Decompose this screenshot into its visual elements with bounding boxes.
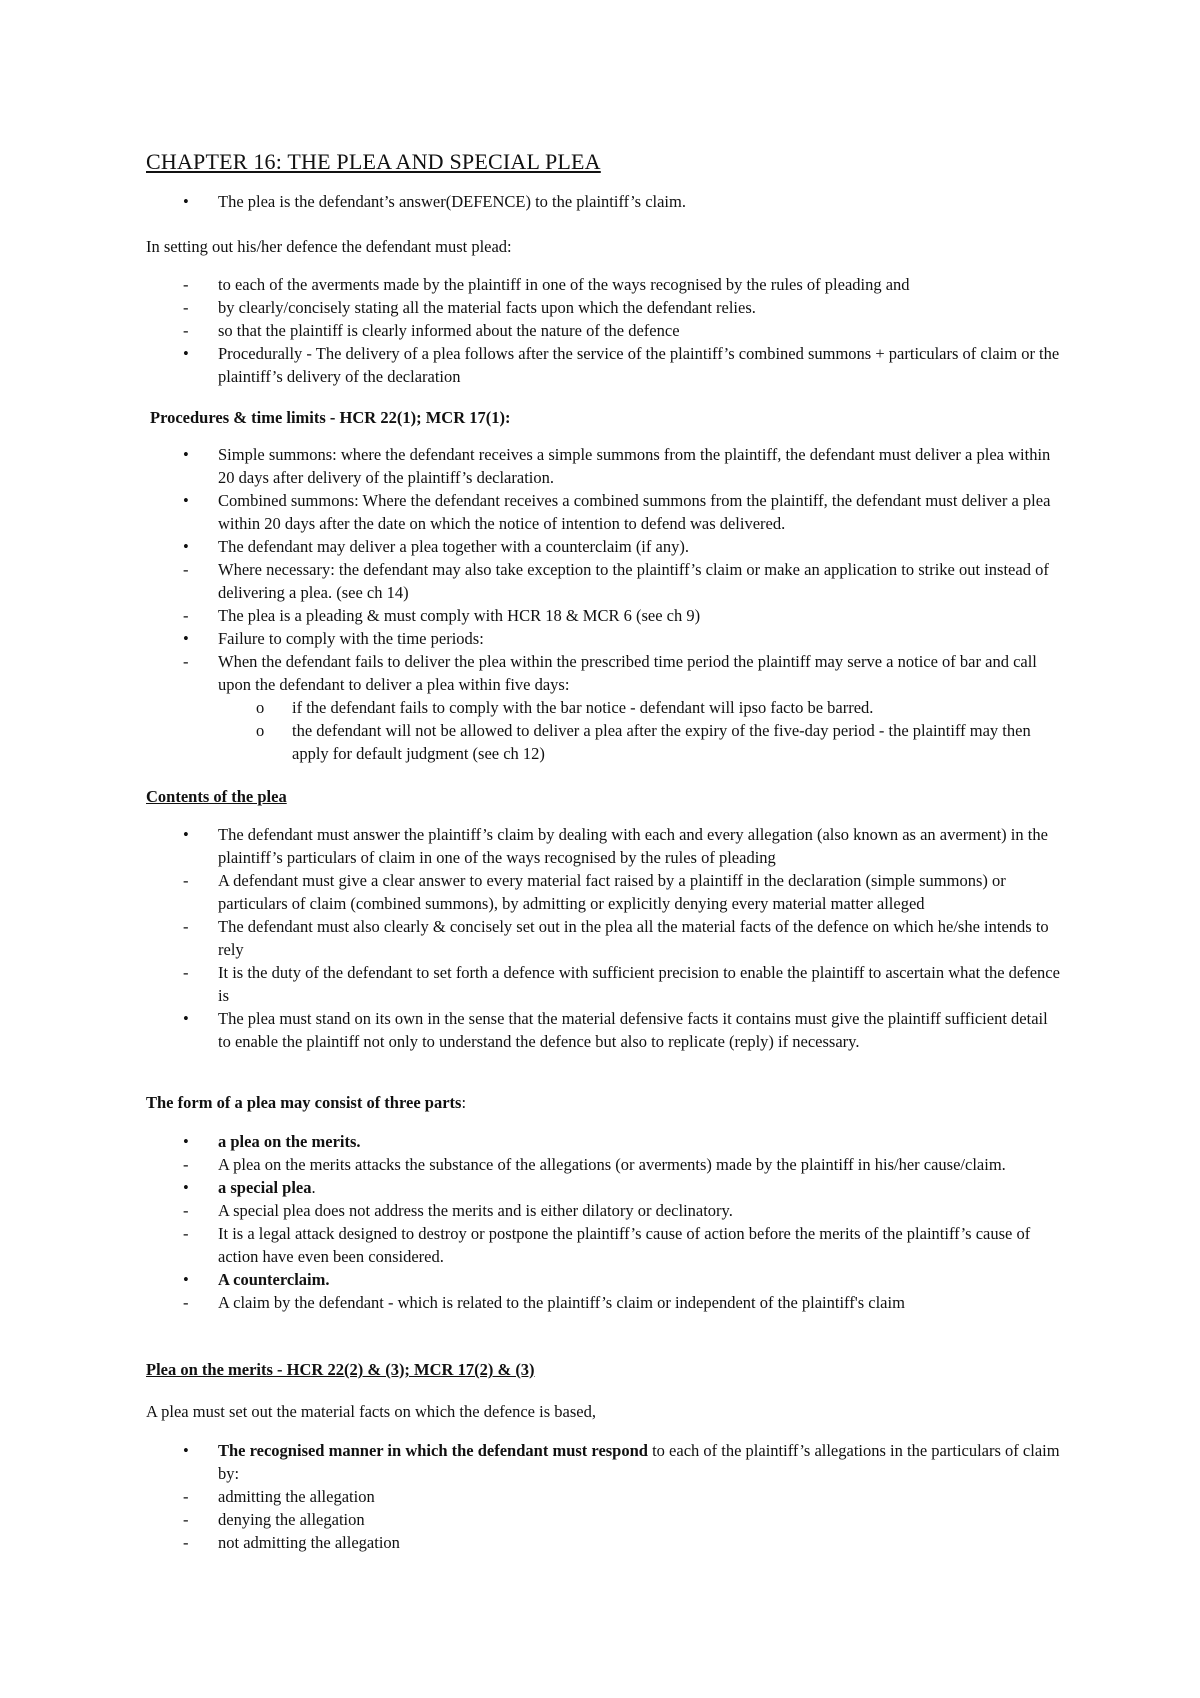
dash-marker: -: [183, 298, 189, 317]
list-item-text: the defendant will not be allowed to deliver a plea after the expiry of the five-day period - the plaintiff may then apply for default judgment (see ch 12): [292, 721, 1031, 763]
list-item-text: .: [311, 1178, 316, 1197]
merits-heading: Plea on the merits - HCR 22(2) & (3); MCR 17(2) & (3): [146, 1360, 535, 1379]
list-item-text: by clearly/concisely stating all the material facts upon which the defendant relies.: [218, 298, 756, 317]
list-item-text: Where necessary: the defendant may also take exception to the plaintiff’s claim or make an application to strike out instead of delivering a plea. (see ch 14): [218, 560, 1049, 602]
list-item: [0, 1508, 1063, 1531]
dash-marker: -: [183, 1201, 189, 1220]
list-item: [0, 1439, 1063, 1485]
list-item-text: The defendant must answer the plaintiff’s claim by dealing with each and every allegation (also known as an averment) in the plaintiff’s particulars of claim in one of the ways recognised by the rules of pleading: [218, 825, 1048, 867]
procedures-heading: Procedures & time limits - HCR 22(1); MCR 17(1):: [150, 408, 511, 427]
list-item: [0, 342, 1063, 388]
form-heading: The form of a plea may consist of three parts: [146, 1093, 462, 1112]
list-item: [0, 1485, 1063, 1508]
circle-marker: o: [256, 698, 265, 717]
list-item: [0, 1291, 1063, 1314]
list-item-text: Procedurally - The delivery of a plea follows after the service of the plaintiff’s combined summons + particulars of claim or the plaintiff’s delivery of the declaration: [218, 344, 1060, 386]
dash-marker: -: [183, 871, 189, 890]
list-item: [0, 190, 1063, 213]
list-item-text: The plea is a pleading & must comply with HCR 18 & MCR 6 (see ch 9): [218, 606, 701, 625]
list-item-text: not admitting the allegation: [218, 1533, 400, 1552]
dash-marker: -: [183, 917, 189, 936]
list-item-text: A special plea does not address the merits and is either dilatory or declinatory.: [218, 1201, 733, 1220]
merits-list: [0, 1439, 1200, 1554]
list-item: [0, 1222, 1063, 1268]
bullet-marker: •: [183, 344, 189, 363]
list-item-text: A plea on the merits attacks the substance of the allegations (or averments) made by the plaintiff in his/her cause/claim.: [218, 1155, 1006, 1174]
list-item: [0, 650, 1063, 696]
form-heading-suffix: :: [461, 1093, 467, 1112]
list-item: [0, 604, 1063, 627]
list-item-bold-text: A counterclaim.: [218, 1270, 330, 1289]
contents-list: [0, 823, 1200, 1053]
chapter-title: CHAPTER 16: THE PLEA AND SPECIAL PLEA: [146, 149, 601, 174]
bullet-marker: •: [183, 1132, 189, 1151]
list-item-bold-text: a plea on the merits.: [218, 1132, 361, 1151]
list-item: [0, 558, 1063, 604]
list-item-text: When the defendant fails to deliver the plea within the prescribed time period the plaintiff may serve a notice of bar and call upon the defendant to deliver a plea within five days:: [218, 652, 1037, 694]
list-item: [0, 1199, 1063, 1222]
list-item-text: Combined summons: Where the defendant receives a combined summons from the plaintiff, the defendant must deliver a plea within 20 days after the date on which the notice of intention to defend was delivered.: [218, 491, 1051, 533]
list-item-bold-text: a special plea: [218, 1178, 312, 1197]
dash-marker: -: [183, 1533, 189, 1552]
dash-marker: -: [183, 963, 189, 982]
dash-marker: -: [183, 1155, 189, 1174]
list-item: [0, 319, 1063, 342]
bullet-marker: •: [183, 445, 189, 464]
list-item: [0, 961, 1063, 1007]
list-item: [0, 627, 1063, 650]
bullet-marker: •: [183, 192, 189, 211]
list-item: [0, 1176, 1063, 1199]
merits-paragraph: A plea must set out the material facts on which the defence is based,: [146, 1402, 596, 1421]
circle-marker: o: [256, 721, 265, 740]
list-item: [0, 535, 1063, 558]
list-item: [0, 915, 1063, 961]
bullet-marker: •: [183, 1441, 189, 1460]
list-item: [0, 1531, 1063, 1554]
list-item-text: if the defendant fails to comply with the bar notice - defendant will ipso facto be barred.: [292, 698, 874, 717]
procedures-list: [0, 443, 1200, 765]
form-list: [0, 1130, 1200, 1314]
dash-marker: -: [183, 1293, 189, 1312]
plead-list: [0, 273, 1200, 388]
intro-list: [0, 190, 1200, 213]
list-item: [0, 1007, 1063, 1053]
list-item: [0, 823, 1063, 869]
list-item: [0, 1153, 1063, 1176]
list-item: [0, 1130, 1063, 1153]
list-item-text: to each of the averments made by the plaintiff in one of the ways recognised by the rules of pleading and: [218, 275, 910, 294]
list-item-text: It is a legal attack designed to destroy or postpone the plaintiff’s cause of action before the merits of the plaintiff’s cause of action have even been considered.: [218, 1224, 1031, 1266]
form-heading-line: [146, 1091, 466, 1114]
bullet-marker: •: [183, 1178, 189, 1197]
dash-marker: -: [183, 1510, 189, 1529]
dash-marker: -: [183, 1224, 189, 1243]
dash-marker: -: [183, 1487, 189, 1506]
bullet-marker: •: [183, 629, 189, 648]
dash-marker: -: [183, 652, 189, 671]
list-item-bold-text: The recognised manner in which the defendant must respond: [218, 1441, 648, 1460]
list-item: [0, 273, 1063, 296]
list-item-text: to each of the plaintiff’s allegations in the particulars of claim by:: [218, 1441, 1060, 1483]
bullet-marker: •: [183, 1270, 189, 1289]
list-item-text: The plea is the defendant’s answer(DEFENCE) to the plaintiff’s claim.: [218, 192, 686, 211]
list-item-text: A claim by the defendant - which is related to the plaintiff’s claim or independent of the plaintiff's claim: [218, 1293, 905, 1312]
list-item-text: Failure to comply with the time periods:: [218, 629, 484, 648]
bullet-marker: •: [183, 825, 189, 844]
list-item-text: so that the plaintiff is clearly informed about the nature of the defence: [218, 321, 680, 340]
dash-marker: -: [183, 275, 189, 294]
contents-heading: Contents of the plea: [146, 787, 287, 806]
list-item-text: It is the duty of the defendant to set forth a defence with sufficient precision to enable the plaintiff to ascertain what the defence is: [218, 963, 1060, 1005]
list-item: [0, 489, 1063, 535]
list-item-text: Simple summons: where the defendant receives a simple summons from the plaintiff, the defendant must deliver a plea within 20 days after delivery of the plaintiff’s declaration.: [218, 445, 1051, 487]
list-item: [0, 296, 1063, 319]
list-item-text: denying the allegation: [218, 1510, 365, 1529]
dash-marker: -: [183, 560, 189, 579]
list-item: [0, 1268, 1063, 1291]
dash-marker: -: [183, 606, 189, 625]
bullet-marker: •: [183, 1009, 189, 1028]
dash-marker: -: [183, 321, 189, 340]
list-item-text: A defendant must give a clear answer to every material fact raised by a plaintiff in the declaration (simple summons) or particulars of claim (combined summons), by admitting or explicitly denying every material matter alleged: [218, 871, 1006, 913]
list-item-text: admitting the allegation: [218, 1487, 375, 1506]
list-item: [0, 443, 1063, 489]
bullet-marker: •: [183, 537, 189, 556]
intro-paragraph: In setting out his/her defence the defendant must plead:: [146, 237, 512, 256]
list-item-text: The defendant may deliver a plea together with a counterclaim (if any).: [218, 537, 689, 556]
list-item: [0, 719, 1063, 765]
list-item: [0, 696, 1063, 719]
list-item-text: The plea must stand on its own in the sense that the material defensive facts it contains must give the plaintiff sufficient detail to enable the plaintiff not only to understand the defence but also to replicate (reply) if necessary.: [218, 1009, 1048, 1051]
bullet-marker: •: [183, 491, 189, 510]
list-item-text: The defendant must also clearly & concisely set out in the plea all the material facts of the defence on which he/she intends to rely: [218, 917, 1049, 959]
list-item: [0, 869, 1063, 915]
